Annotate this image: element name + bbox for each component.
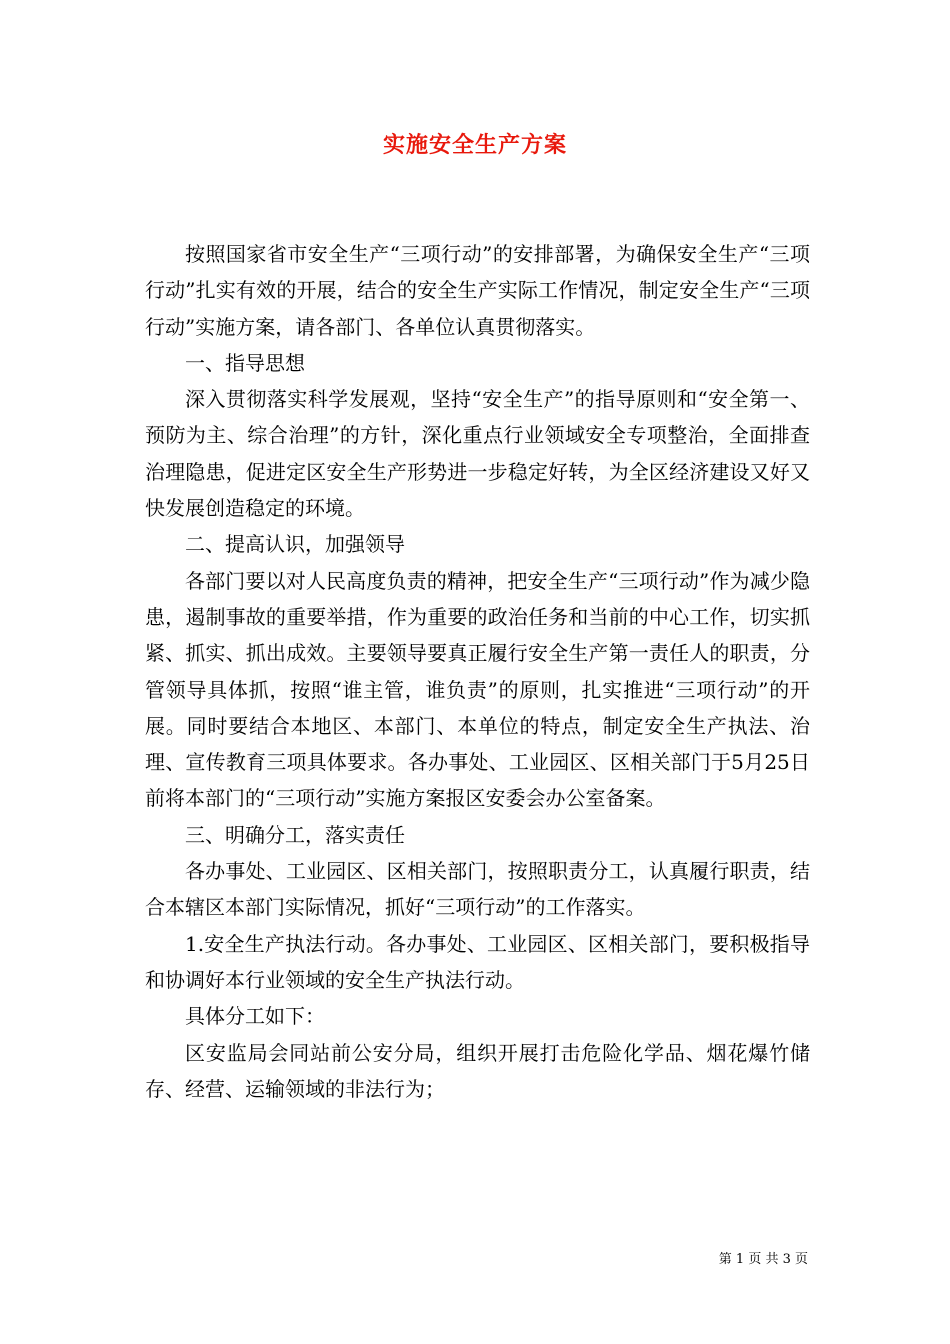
- section-heading: 二、提高认识，加强领导: [185, 532, 405, 557]
- section-heading: 三、明确分工，落实责任: [185, 822, 405, 847]
- intro-paragraph: 按照国家省市安全生产“三项行动”的安排部署，为确保安全生产“三项行动”扎实有效的开展，结合的安全生产实际工作情况，制定安全生产“三项行动”实施方案，请各部门、各单位认真贯彻落实。: [145, 242, 810, 339]
- document-title: 实施安全生产方案: [382, 132, 567, 158]
- section-heading: 一、指导思想: [185, 350, 305, 375]
- body-paragraph: 各办事处、工业园区、区相关部门，按照职责分工，认真履行职责，结合本辖区本部门实际情况，抓好“三项行动”的工作落实。: [145, 859, 810, 920]
- body-paragraph: 各部门要以对人民高度负责的精神，把安全生产“三项行动”作为减少隐患，遏制事故的重要举措，作为重要的政治任务和当前的中心工作，切实抓紧、抓实、抓出成效。主要领导要真正履行安全生产第一责任人的职责，分管领导具体抓，按照“谁主管，谁负责”的原则，扎实推进“三项行动”的开展。同时要结合本地区、本部门、本单位的特点，制定安全生产执法、治理、宣传教育三项具体要求。各办事处、工业园区、区相关部门于5月25日前将本部门的“三项行动”实施方案报区安委会办公室备案。: [145, 568, 810, 811]
- body-paragraph: 深入贯彻落实科学发展观，坚持“安全生产”的指导原则和“安全第一、预防为主、综合治理”的方针，深化重点行业领域安全专项整治，全面排查治理隐患，促进定区安全生产形势进一步稳定好转，为全区经济建设又好又快发展创造稳定的环境。: [145, 387, 810, 521]
- body-paragraph: 区安监局会同站前公安分局，组织开展打击危险化学品、烟花爆竹储存、经营、运输领域的非法行为；: [145, 1040, 810, 1101]
- body-paragraph: 1.安全生产执法行动。各办事处、工业园区、区相关部门，要积极指导和协调好本行业领域的安全生产执法行动。: [145, 931, 810, 992]
- body-paragraph: 具体分工如下：: [185, 1004, 325, 1029]
- document-body: [145, 236, 810, 1107]
- page-number-footer: 第 1 页 共 3 页: [718, 1252, 808, 1267]
